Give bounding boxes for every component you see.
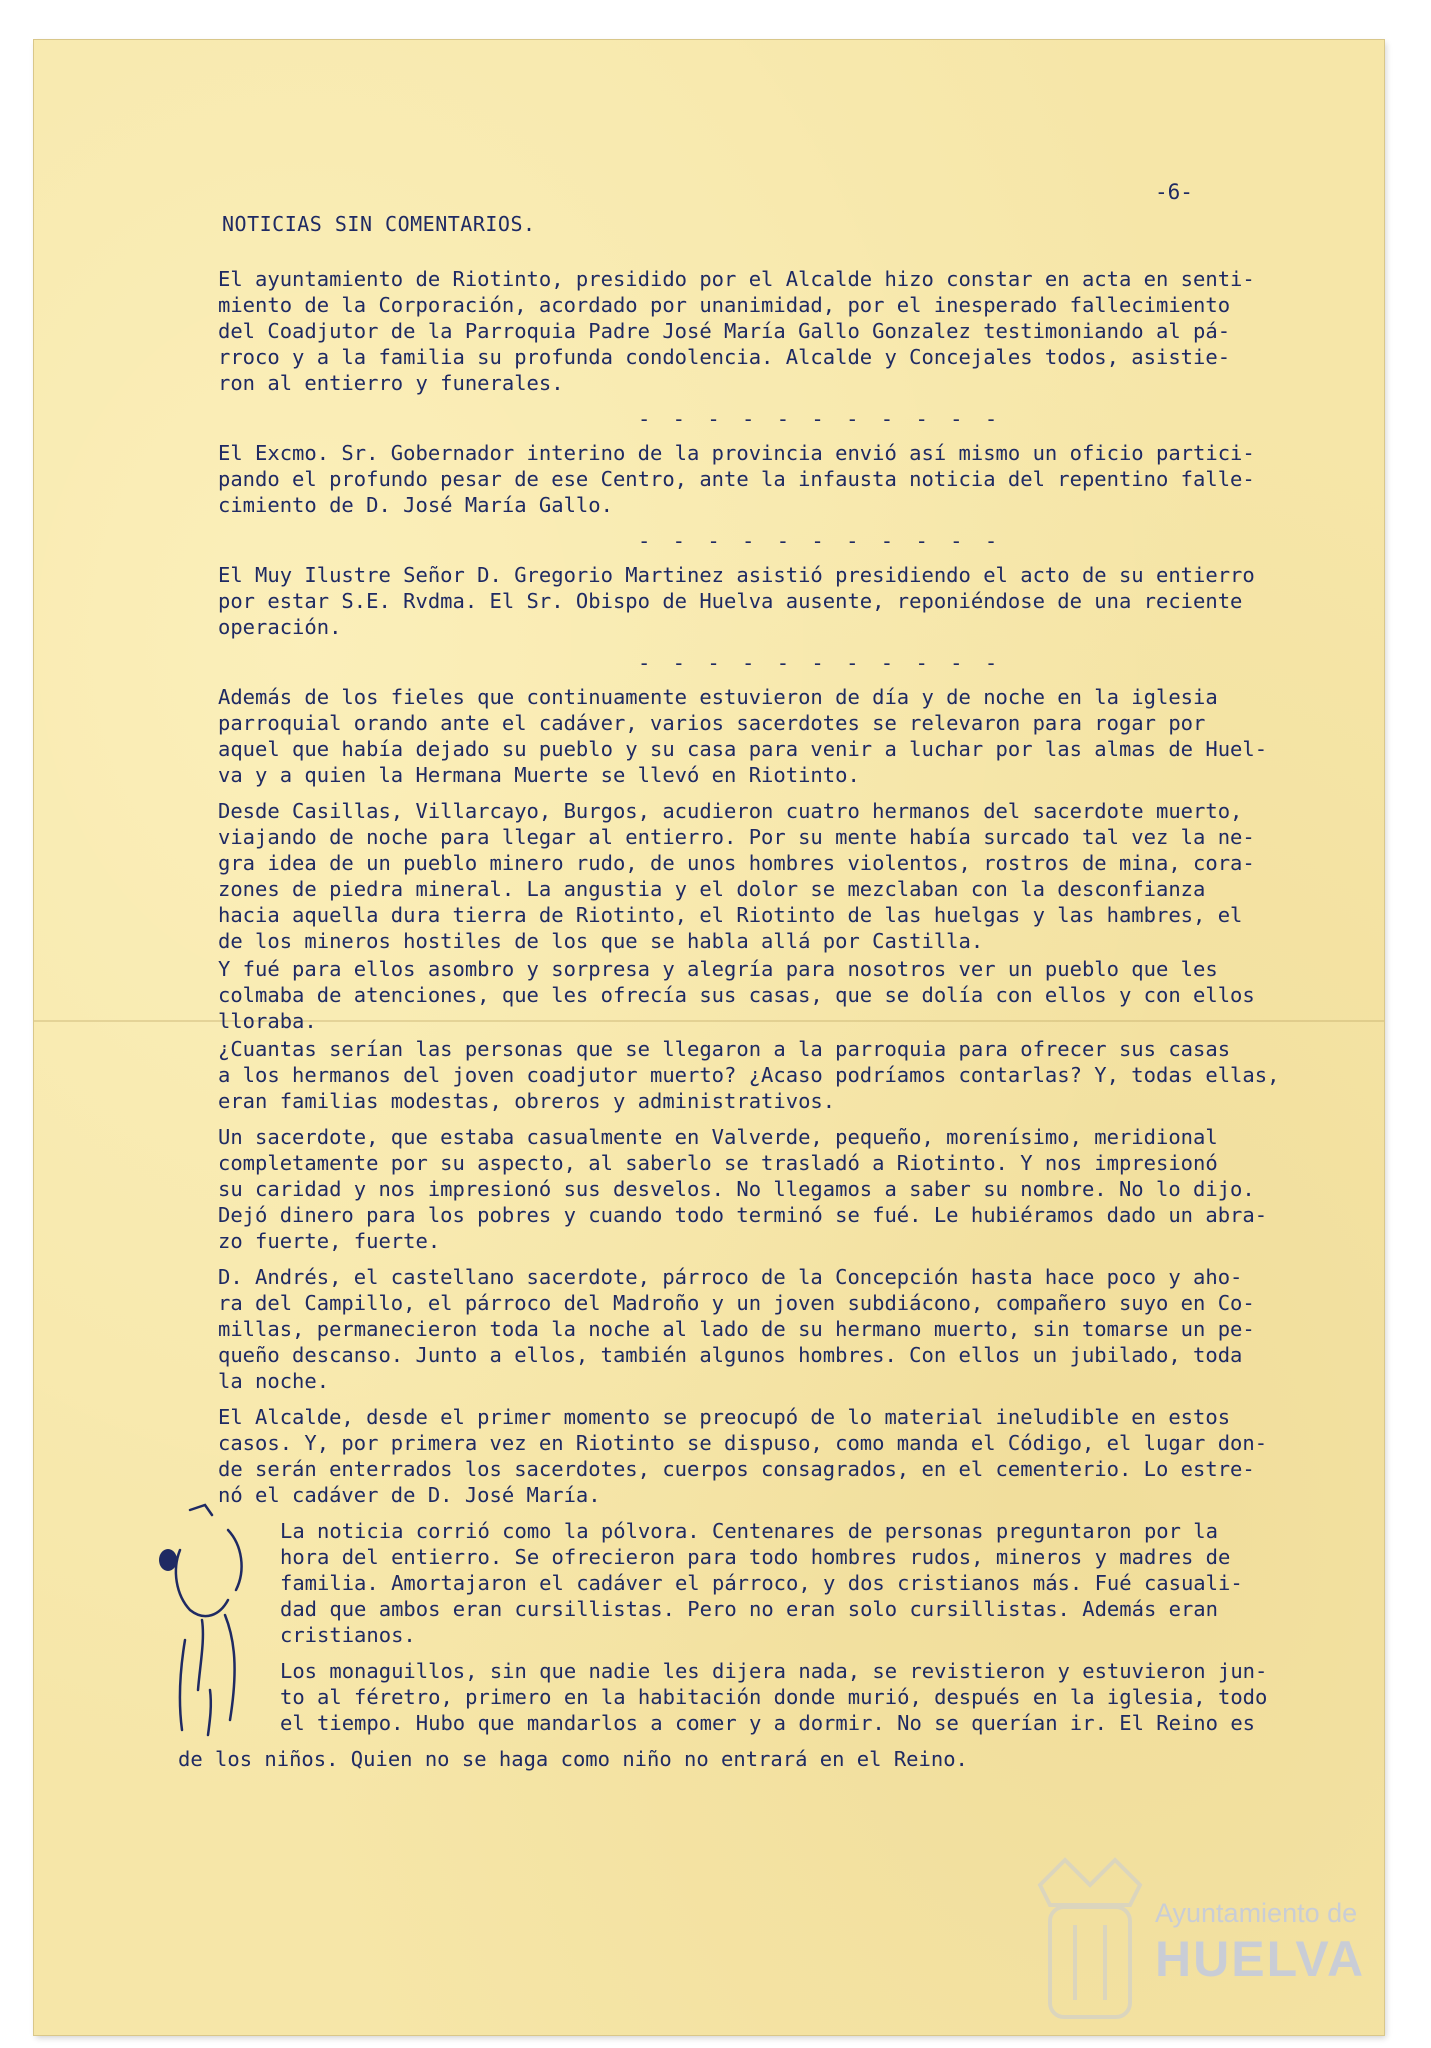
- text-line: por estar S.E. Rvdma. El Sr. Obispo de Huelva ausente, reponiéndose de una reciente: [218, 589, 1243, 613]
- text-line: eran familias modestas, obreros y administrativos.: [218, 1089, 836, 1113]
- separator-dashes: - - - - - - - - - - -: [638, 407, 1003, 431]
- page-number: -6-: [1155, 180, 1193, 204]
- text-line: Desde Casillas, Villarcayo, Burgos, acudieron cuatro hermanos del sacerdote muerto,: [218, 799, 1243, 823]
- text-line: La noticia corrió como la pólvora. Centenares de personas preguntaron por la: [280, 1519, 1218, 1543]
- text-line: colmaba de atenciones, que les ofrecía sus casas, que se dolía con ellos y con ellos: [218, 983, 1255, 1007]
- text-line: queño descanso. Junto a ellos, también algunos hombres. Con ellos un jubilado, toda: [218, 1343, 1243, 1367]
- text-line: Además de los fieles que continuamente estuvieron de día y de noche en la iglesia: [218, 685, 1218, 709]
- paragraph-casillas: [218, 798, 1338, 954]
- separator-dashes: - - - - - - - - - - -: [638, 529, 1003, 553]
- paragraph-noticia: [218, 1518, 1338, 1648]
- text-line: de los mineros hostiles de los que se habla allá por Castilla.: [218, 929, 984, 953]
- text-line: hacia aquella dura tierra de Riotinto, el Riotinto de las huelgas y las hambres, el: [218, 903, 1243, 927]
- hand-drawn-sketch: [150, 1490, 270, 1750]
- paragraph-alcalde: [218, 1404, 1338, 1508]
- paragraph-monaguillos: [218, 1658, 1338, 1736]
- text-line: El Muy Ilustre Señor D. Gregorio Martinez asistió presidiendo el acto de su entierro: [218, 563, 1255, 587]
- text-line: la noche.: [218, 1369, 330, 1393]
- text-line: casos. Y, por primera vez en Riotinto se dispuso, como manda el Código, el lugar don-: [218, 1431, 1268, 1455]
- text-line: del Coadjutor de la Parroquia Padre José María Gallo Gonzalez testimoniando al pá-: [218, 319, 1231, 343]
- text-line: aquel que había dejado su pueblo y su casa para venir a luchar por las almas de Huel-: [218, 737, 1268, 761]
- text-line: nó el cadáver de D. José María.: [218, 1483, 601, 1507]
- text-line: ra del Campillo, el párroco del Madroño y un joven subdiácono, compañero suyo en Co-: [218, 1291, 1255, 1315]
- text-line: cimiento de D. José María Gallo.: [218, 493, 613, 517]
- text-line: Los monaguillos, sin que nadie les dijera nada, se revistieron y estuvieron jun-: [280, 1659, 1268, 1683]
- watermark-city: HUELVA: [1155, 1931, 1366, 1987]
- separator-dashes: - - - - - - - - - - -: [638, 651, 1003, 675]
- text-line: millas, permanecieron toda la noche al lado de su hermano muerto, sin tomarse un pe-: [218, 1317, 1255, 1341]
- text-line: ¿Cuantas serían las personas que se llegaron a la parroquia para ofrecer sus casas: [218, 1037, 1231, 1061]
- text-line: El Alcalde, desde el primer momento se preocupó de lo material ineludible en estos: [218, 1405, 1231, 1429]
- text-line: Dejó dinero para los pobres y cuando todo terminó se fué. Le hubiéramos dado un abra-: [218, 1203, 1268, 1227]
- text-line: gra idea de un pueblo minero rudo, de unos hombres violentos, rostros de mina, cora-: [218, 851, 1255, 875]
- text-line: de serán enterrados los sacerdotes, cuerpos consagrados, en el cementerio. Lo estre-: [218, 1457, 1255, 1481]
- text-line: va y a quien la Hermana Muerte se llevó en Riotinto.: [218, 763, 860, 787]
- paragraph-cuantas: [218, 1036, 1338, 1114]
- text-line: zones de piedra mineral. La angustia y el dolor se mezclaban con la desconfianza: [218, 877, 1206, 901]
- paragraph-asombro: [218, 956, 1338, 1034]
- text-line: hora del entierro. Se ofrecieron para todo hombres rudos, mineros y madres de: [280, 1545, 1231, 1569]
- text-line: a los hermanos del joven coadjutor muerto? ¿Acaso podríamos contarlas? Y, todas ellas,: [218, 1063, 1280, 1087]
- text-line: rroco y a la familia su profunda condolencia. Alcalde y Concejales todos, asistie-: [218, 345, 1231, 369]
- text-line: operación.: [218, 615, 342, 639]
- paragraph-fieles: [218, 684, 1338, 788]
- text-line: miento de la Corporación, acordado por unanimidad, por el inesperado fallecimiento: [218, 293, 1231, 317]
- paragraph-monaguillos-end: [178, 1746, 1338, 1772]
- text-line: zo fuerte, fuerte.: [218, 1229, 441, 1253]
- text-line: el tiempo. Hubo que mandarlos a comer y a dormir. No se querían ir. El Reino es: [280, 1711, 1256, 1735]
- text-line: El Excmo. Sr. Gobernador interino de la provincia envió así mismo un oficio partici-: [218, 441, 1255, 465]
- paragraph-gregorio: [218, 562, 1338, 640]
- text-line: dad que ambos eran cursillistas. Pero no eran solo cursillistas. Además eran: [280, 1597, 1218, 1621]
- watermark-label: Ayuntamiento de: [1155, 1898, 1358, 1928]
- text-line: lloraba.: [218, 1009, 317, 1033]
- document-body: [178, 266, 1338, 1782]
- text-line: viajando de noche para llegar al entierro. Por su mente había surcado tal vez la ne-: [218, 825, 1255, 849]
- text-line: de los niños. Quien no se haga como niño no entrará en el Reino.: [178, 1747, 968, 1771]
- text-line: pando el profundo pesar de ese Centro, ante la infausta noticia del repentino falle-: [218, 467, 1255, 491]
- text-line: El ayuntamiento de Riotinto, presidido por el Alcalde hizo constar en acta en senti-: [218, 267, 1255, 291]
- text-line: Y fué para ellos asombro y sorpresa y alegría para nosotros ver un pueblo que les: [218, 957, 1218, 981]
- text-line: su caridad y nos impresionó sus desvelos. No llegamos a saber su nombre. No lo dijo.: [218, 1177, 1255, 1201]
- text-line: completamente por su aspecto, al saberlo se trasladó a Riotinto. Y nos impresionó: [218, 1151, 1218, 1175]
- text-line: cristianos.: [280, 1623, 416, 1647]
- paragraph-gobernador: [218, 440, 1338, 518]
- paragraph-andres: [218, 1264, 1338, 1394]
- text-line: Un sacerdote, que estaba casualmente en Valverde, pequeño, morenísimo, meridional: [218, 1125, 1218, 1149]
- text-line: ron al entierro y funerales.: [218, 371, 564, 395]
- paragraph-ayuntamiento: [218, 266, 1338, 396]
- paragraph-sacerdote: [218, 1124, 1338, 1254]
- page-title: NOTICIAS SIN COMENTARIOS.: [222, 212, 536, 236]
- text-line: parroquial orando ante el cadáver, varios sacerdotes se relevaron para rogar por: [218, 711, 1206, 735]
- text-line: D. Andrés, el castellano sacerdote, párroco de la Concepción hasta hace poco y aho-: [218, 1265, 1243, 1289]
- text-line: to al féretro, primero en la habitación donde murió, después en la iglesia, todo: [280, 1685, 1268, 1709]
- text-line: familia. Amortajaron el cadáver el párroco, y dos cristianos más. Fué casuali-: [280, 1571, 1243, 1595]
